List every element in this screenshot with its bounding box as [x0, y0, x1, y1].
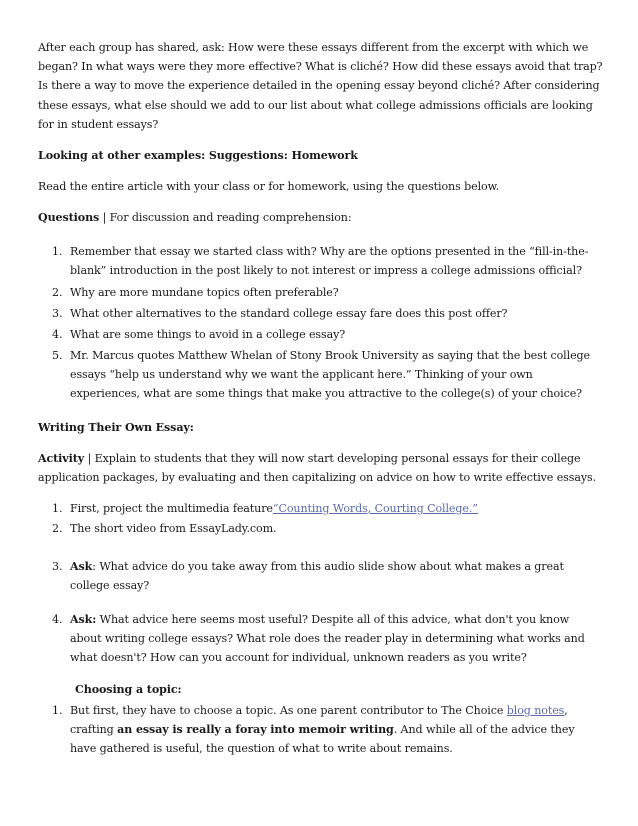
questions-text: | For discussion and reading comprehension:: [99, 211, 352, 224]
list-number: 5.: [52, 349, 63, 362]
list-text: [70, 701, 600, 759]
list-number: 1.: [52, 245, 63, 258]
counting-words-link[interactable]: “Counting Words, Courting College.”: [272, 502, 478, 515]
questions-label: Questions: [38, 211, 100, 224]
section-heading-examples: Looking at other examples: Suggestions: Homework: [38, 149, 358, 162]
item-text: What advice here seems most useful? Despite all of this advice, what don't you know about writing college essays? What role does the reader play in determining what works and what doesn't? How can you account for individual, unknown readers as you write?: [70, 613, 585, 665]
list-text: The short video from EssayLady.com.: [70, 522, 277, 535]
blog-notes-link[interactable]: blog notes: [506, 704, 565, 717]
list-number: 3.: [52, 560, 63, 573]
list-text: What other alternatives to the standard college essay fare does this post offer?: [70, 307, 508, 320]
item-text: : What advice do you take away from this audio slide show about what makes a great college essay?: [70, 560, 564, 593]
list-text: Mr. Marcus quotes Matthew Whelan of Stony Brook University as saying that the best college essays “help us understand why we want the applicant here.” Thinking of your own experiences, what are some things that make you attractive to the college(s) of your choice?: [70, 349, 590, 401]
activity-label: Activity: [38, 452, 85, 465]
questions-paragraph: [38, 208, 604, 227]
list-text: [70, 610, 600, 668]
list-text: Why are more mundane topics often preferable?: [70, 286, 339, 299]
list-number: 4.: [52, 328, 63, 341]
list-number: 4.: [52, 613, 63, 626]
item-text: . And while all of the advice they have gathered is useful, the question of what to write about remains.: [70, 723, 575, 756]
item-text: But first, they have to choose a topic. As one parent contributor to The Choice: [70, 704, 507, 717]
homework-paragraph: Read the entire article with your class or for homework, using the questions below.: [38, 180, 500, 193]
list-number: 3.: [52, 307, 63, 320]
list-text: Remember that essay we started class with? Why are the options presented in the “fill-in-the-blank” introduction in the post likely to not interest or impress a college admissions official?: [70, 245, 589, 278]
intro-paragraph: After each group has shared, ask: How were these essays different from the excerpt with which we began? In what ways were they more effective? What is cliché? How did these essays avoid that trap? Is there a way to move the experience detailed in the opening essay beyond cliché? After considering these essays, what else should we add to our list about what college admissions officials are looking for in student essays?: [38, 41, 603, 131]
list-text: [70, 499, 600, 518]
item-text: First, project the multimedia feature: [70, 502, 273, 515]
list-number: 1.: [52, 502, 63, 515]
memoir-emphasis: an essay is really a foray into memoir writing: [117, 723, 394, 737]
activity-text: | Explain to students that they will now start developing personal essays for their college application packages, by evaluating and then capitalizing on advice on how to write effective essays.: [38, 452, 597, 485]
list-text: [70, 557, 600, 595]
list-number: 2.: [52, 286, 63, 299]
list-number: 2.: [52, 522, 63, 535]
ask-label: Ask: [70, 560, 93, 573]
ask-label: Ask:: [70, 613, 97, 626]
item-text: , crafting: [70, 704, 568, 737]
list-number: 1.: [52, 704, 63, 717]
choosing-topic-heading: Choosing a topic:: [75, 683, 182, 696]
list-text: What are some things to avoid in a college essay?: [70, 328, 346, 341]
activity-paragraph: [38, 449, 604, 487]
section-heading-writing: Writing Their Own Essay:: [38, 421, 194, 434]
